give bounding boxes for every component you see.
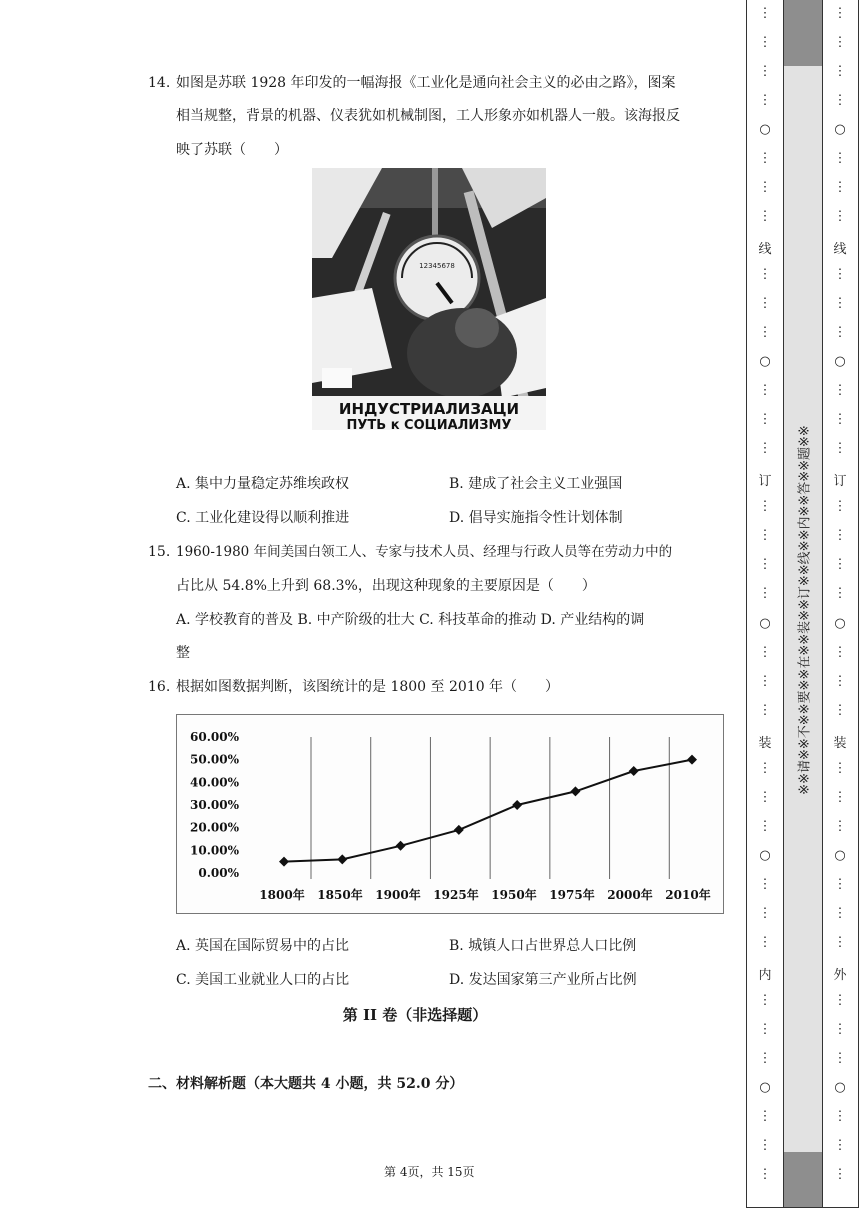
outer-binding-dots: ⋮ — [833, 934, 847, 950]
outer-binding-dots: ⋮ — [833, 209, 847, 225]
inner-binding-mark: 线 — [758, 242, 772, 258]
binding-gray-band — [783, 0, 823, 1208]
question-14-option-a: A. 集中力量稳定苏维埃政权 — [176, 476, 350, 492]
outer-binding-circle: ○ — [834, 122, 846, 138]
outer-binding-dots: ⋮ — [833, 1050, 847, 1066]
x-tick-label: 1850年 — [317, 888, 363, 902]
outer-binding-dots: ⋮ — [833, 151, 847, 167]
gauge-label: 12345678 — [419, 262, 455, 270]
data-point-marker — [337, 854, 347, 864]
gray-band-bottom-block — [784, 1152, 822, 1208]
inner-binding-dots: ⋮ — [758, 760, 772, 776]
inner-binding-dots: ⋮ — [758, 905, 772, 921]
inner-binding-dots: ⋮ — [758, 441, 772, 457]
inner-binding-dots: ⋮ — [758, 1108, 772, 1124]
outer-binding-circle: ○ — [834, 847, 846, 863]
data-point-marker — [396, 841, 406, 851]
outer-binding-dots: ⋮ — [833, 1166, 847, 1182]
outer-binding-dots: ⋮ — [833, 557, 847, 573]
y-tick-label: 10.00% — [190, 843, 239, 858]
x-tick-label: 1950年 — [491, 888, 537, 902]
outer-binding-dots: ⋮ — [833, 180, 847, 196]
question-14-number: 14. — [148, 75, 171, 91]
inner-binding-dots: ⋮ — [758, 209, 772, 225]
inner-binding-mark: 装 — [758, 735, 772, 751]
outer-binding-dots: ⋮ — [833, 760, 847, 776]
part-2-title-text: 第 II 卷（非选择题） — [342, 1006, 488, 1024]
outer-binding-dots: ⋮ — [833, 818, 847, 834]
inner-binding-dots: ⋮ — [758, 673, 772, 689]
inner-binding-dots: ⋮ — [758, 296, 772, 312]
poster-caption-line-2: ПУТЬ к СОЦИАЛИЗМУ — [346, 418, 512, 430]
outer-binding-dots: ⋮ — [833, 325, 847, 341]
inner-binding-column — [747, 0, 783, 1208]
question-15-number: 15. — [148, 544, 171, 560]
inner-binding-dots: ⋮ — [758, 180, 772, 196]
x-tick-label: 1800年 — [259, 888, 305, 902]
outer-binding-dots: ⋮ — [833, 1137, 847, 1153]
question-14-text-line-1: 如图是苏联 1928 年印发的一幅海报《工业化是通向社会主义的必由之路》，图案 — [176, 75, 676, 91]
line-chart — [176, 714, 724, 914]
inner-binding-dots: ⋮ — [758, 35, 772, 51]
y-tick-label: 0.00% — [198, 866, 239, 880]
outer-binding-dots: ⋮ — [833, 383, 847, 399]
outer-binding-dots: ⋮ — [833, 586, 847, 602]
outer-binding-dots: ⋮ — [833, 499, 847, 515]
part-2-title — [0, 1004, 860, 1025]
data-point-marker — [570, 786, 580, 796]
outer-binding-column — [822, 0, 858, 1208]
outer-binding-circle: ○ — [834, 1079, 846, 1095]
y-tick-label: 40.00% — [190, 775, 239, 790]
inner-binding-dots: ⋮ — [758, 499, 772, 515]
question-15-text-line-2: 占比从 54.8%上升到 68.3%，出现这种现象的主要原因是（ ） — [176, 578, 596, 594]
poster-artwork — [312, 168, 546, 430]
inner-binding-dots: ⋮ — [758, 267, 772, 283]
inner-binding-dots: ⋮ — [758, 644, 772, 660]
question-15-options: A. 学校教育的普及 B. 中产阶级的壮大 C. 科技革命的推动 D. 产业结构的调 — [176, 612, 645, 628]
inner-binding-dots: ⋮ — [758, 528, 772, 544]
inner-binding-dots: ⋮ — [758, 934, 772, 950]
question-16-option-c: C. 美国工业就业人口的占比 — [176, 972, 350, 988]
outer-binding-dots: ⋮ — [833, 1108, 847, 1124]
question-16-option-a: A. 英国在国际贸易中的占比 — [176, 938, 350, 954]
x-tick-label: 1925年 — [433, 888, 479, 902]
outer-binding-dots: ⋮ — [833, 992, 847, 1008]
soviet-industrialization-poster — [312, 168, 546, 430]
question-16-text-line-1: 根据如图数据判断，该图统计的是 1800 至 2010 年（ ） — [176, 679, 560, 695]
outer-binding-mark: 装 — [833, 735, 847, 751]
outer-binding-dots: ⋮ — [833, 673, 847, 689]
inner-binding-circle: ○ — [759, 615, 771, 631]
inner-binding-circle: ○ — [759, 354, 771, 370]
x-tick-label: 1975年 — [549, 888, 595, 902]
data-point-marker — [629, 766, 639, 776]
inner-binding-dots: ⋮ — [758, 992, 772, 1008]
series-line — [284, 760, 692, 862]
page-footer: 第 4页，共 15页 — [384, 1165, 475, 1179]
outer-binding-mark: 订 — [833, 474, 847, 490]
inner-binding-dots: ⋮ — [758, 383, 772, 399]
x-tick-label: 2000年 — [607, 888, 653, 902]
inner-binding-dots: ⋮ — [758, 818, 772, 834]
x-tick-label: 2010年 — [665, 888, 711, 902]
inner-binding-circle: ○ — [759, 122, 771, 138]
outer-binding-dots: ⋮ — [833, 702, 847, 718]
question-14-option-d: D. 倡导实施指令性计划体制 — [449, 510, 623, 526]
outer-binding-dots: ⋮ — [833, 267, 847, 283]
outer-binding-circle: ○ — [834, 615, 846, 631]
outer-binding-mark: 外 — [833, 967, 847, 983]
inner-binding-dots: ⋮ — [758, 325, 772, 341]
data-point-marker — [279, 857, 289, 867]
outer-binding-dots: ⋮ — [833, 528, 847, 544]
outer-binding-dots: ⋮ — [833, 905, 847, 921]
outer-binding-dots: ⋮ — [833, 789, 847, 805]
inner-binding-dots: ⋮ — [758, 1137, 772, 1153]
outer-binding-dots: ⋮ — [833, 64, 847, 80]
y-tick-label: 50.00% — [190, 752, 239, 767]
outer-binding-dots: ⋮ — [833, 296, 847, 312]
question-15-text-line-1: 1960-1980 年间美国白领工人、专家与技术人员、经理与行政人员等在劳动力中的 — [176, 544, 673, 560]
question-14-option-b: B. 建成了社会主义工业强国 — [449, 476, 623, 492]
inner-binding-dots: ⋮ — [758, 6, 772, 21]
outer-binding-dots: ⋮ — [833, 35, 847, 51]
binding-border-right — [858, 0, 859, 1208]
y-tick-label: 60.00% — [190, 730, 239, 744]
inner-binding-mark: 订 — [758, 474, 772, 490]
inner-binding-dots: ⋮ — [758, 412, 772, 428]
question-15-options-wrap: 整 — [176, 645, 190, 661]
question-14-option-c: C. 工业化建设得以顺利推进 — [176, 510, 350, 526]
question-16-option-b: B. 城镇人口占世界总人口比例 — [449, 938, 637, 954]
outer-binding-mark: 线 — [833, 242, 847, 258]
binding-border-bottom — [746, 1207, 859, 1208]
outer-binding-dots: ⋮ — [833, 93, 847, 109]
inner-binding-dots: ⋮ — [758, 1021, 772, 1037]
inner-binding-dots: ⋮ — [758, 151, 772, 167]
gray-band-top-block — [784, 0, 822, 66]
inner-binding-dots: ⋮ — [758, 876, 772, 892]
question-14-text-line-2: 相当规整，背景的机器、仪表犹如机械制图，工人形象亦如机器人一般。该海报反 — [176, 108, 680, 124]
inner-binding-dots: ⋮ — [758, 1050, 772, 1066]
outer-binding-dots: ⋮ — [833, 441, 847, 457]
line-chart-svg — [177, 715, 723, 913]
data-point-marker — [687, 755, 697, 765]
outer-binding-dots: ⋮ — [833, 6, 847, 21]
x-tick-label: 1900年 — [375, 888, 421, 902]
binding-warning-text: ※※请※※不※※要※※在※※装※※订※※线※※内※※答※※题※※ — [797, 425, 813, 795]
inner-binding-circle: ○ — [759, 1079, 771, 1095]
y-tick-label: 20.00% — [190, 820, 239, 835]
data-point-marker — [454, 825, 464, 835]
y-tick-label: 30.00% — [190, 798, 239, 812]
question-16-number: 16. — [148, 679, 171, 695]
inner-binding-circle: ○ — [759, 847, 771, 863]
inner-binding-mark: 内 — [758, 967, 772, 983]
inner-binding-dots: ⋮ — [758, 1166, 772, 1182]
question-16-option-d: D. 发达国家第三产业所占比例 — [449, 972, 637, 988]
question-14-text-line-3: 映了苏联（ ） — [176, 142, 288, 158]
data-point-marker — [512, 800, 522, 810]
inner-binding-dots: ⋮ — [758, 557, 772, 573]
inner-binding-dots: ⋮ — [758, 789, 772, 805]
outer-binding-circle: ○ — [834, 354, 846, 370]
outer-binding-dots: ⋮ — [833, 1021, 847, 1037]
inner-binding-dots: ⋮ — [758, 702, 772, 718]
inner-binding-dots: ⋮ — [758, 93, 772, 109]
poster-caption-line-1: ИНДУСТРИАЛИЗАЦИ — [338, 400, 520, 418]
outer-binding-dots: ⋮ — [833, 412, 847, 428]
section-heading: 二、材料解析题（本大题共 4 小题，共 52.0 分） — [148, 1076, 464, 1092]
inner-binding-dots: ⋮ — [758, 586, 772, 602]
inner-binding-dots: ⋮ — [758, 64, 772, 80]
outer-binding-dots: ⋮ — [833, 644, 847, 660]
outer-binding-dots: ⋮ — [833, 876, 847, 892]
